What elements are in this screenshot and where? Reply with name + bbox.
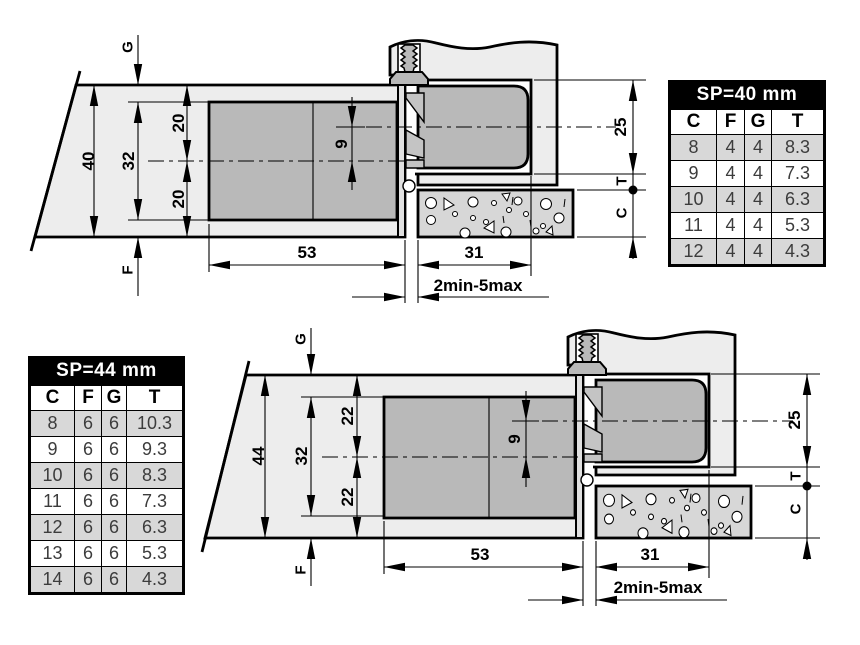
table-cell: 6	[102, 463, 127, 489]
col-header-f: F	[717, 110, 745, 135]
dim-strike-opening: 25	[784, 410, 804, 430]
table-cell: 6	[75, 463, 102, 489]
table-cell: 6	[75, 437, 102, 463]
dim-g: G	[119, 41, 137, 53]
dim-body-height: 32	[118, 151, 138, 171]
table-cell: 4.3	[127, 567, 183, 593]
table-cell: 5.3	[772, 213, 824, 239]
dim-half-bottom: 22	[337, 487, 357, 507]
frame-section	[568, 330, 751, 538]
dim-f: F	[119, 265, 137, 275]
sp44-table	[30, 385, 183, 593]
table-header-row	[671, 110, 824, 135]
table-cell: 7.3	[772, 161, 824, 187]
sp40-table	[670, 109, 824, 265]
t-reference-dot	[803, 482, 812, 491]
dim-body-length: 53	[297, 243, 317, 262]
table-cell: 12	[671, 239, 717, 265]
table-cell: 11	[671, 213, 717, 239]
dim-strike-width: 31	[640, 545, 660, 564]
table-cell: 6.3	[127, 515, 183, 541]
table-cell: 7.3	[127, 489, 183, 515]
table-row	[671, 187, 824, 213]
col-header-g: G	[745, 110, 772, 135]
table-cell: 8.3	[772, 135, 824, 161]
table-cell: 5.3	[127, 541, 183, 567]
table-row	[31, 437, 183, 463]
dimension-table-sp40	[668, 80, 826, 267]
table-cell: 6	[75, 515, 102, 541]
table-cell: 4	[717, 135, 745, 161]
table-row	[31, 489, 183, 515]
table-cell: 4	[745, 239, 772, 265]
dim-t: T	[613, 176, 631, 186]
dim-overall-height: 44	[248, 446, 268, 466]
table-row	[671, 213, 824, 239]
table-cell: 6	[102, 515, 127, 541]
diagram-bottom	[202, 328, 820, 606]
table-cell: 8	[671, 135, 717, 161]
table-cell: 11	[31, 489, 75, 515]
table-row	[31, 541, 183, 567]
table-title: SP=44 mm	[30, 358, 183, 385]
table-cell: 4	[745, 135, 772, 161]
table-cell: 4	[717, 239, 745, 265]
dim-strike-opening: 25	[610, 117, 630, 137]
dim-c: C	[613, 207, 631, 219]
t-reference-dot	[629, 186, 638, 195]
table-row	[671, 161, 824, 187]
table-row	[31, 411, 183, 437]
table-cell: 4	[745, 161, 772, 187]
dim-gap-range: 2min-5max	[433, 276, 523, 295]
table-cell: 10	[31, 463, 75, 489]
dim-half-bottom: 20	[168, 189, 188, 209]
diagram-top	[31, 35, 646, 303]
table-cell: 6	[102, 489, 127, 515]
dim-half-top: 22	[337, 406, 357, 426]
col-header-t: T	[127, 386, 183, 411]
table-cell: 4	[745, 187, 772, 213]
col-header-g: G	[102, 386, 127, 411]
table-cell: 9.3	[127, 437, 183, 463]
dim-body-length: 53	[470, 545, 490, 564]
dim-overall-height: 40	[78, 151, 98, 171]
col-header-t: T	[772, 110, 824, 135]
table-cell: 8.3	[127, 463, 183, 489]
table-cell: 6	[75, 489, 102, 515]
table-cell: 6	[75, 411, 102, 437]
table-cell: 9	[671, 161, 717, 187]
dim-latch-offset: 9	[504, 434, 524, 444]
table-cell: 6	[102, 411, 127, 437]
table-cell: 4	[745, 213, 772, 239]
table-cell: 13	[31, 541, 75, 567]
table-cell: 4	[717, 161, 745, 187]
dim-c: C	[787, 503, 805, 515]
table-cell: 14	[31, 567, 75, 593]
col-header-f: F	[75, 386, 102, 411]
col-header-c: C	[671, 110, 717, 135]
table-row	[671, 135, 824, 161]
table-row	[671, 239, 824, 265]
table-cell: 9	[31, 437, 75, 463]
table-cell: 6	[75, 541, 102, 567]
table-cell: 6	[75, 567, 102, 593]
table-cell: 6	[102, 437, 127, 463]
table-cell: 8	[31, 411, 75, 437]
table-cell: 12	[31, 515, 75, 541]
dimension-table-sp44	[28, 356, 185, 595]
dim-latch-offset: 9	[331, 139, 351, 149]
dim-f: F	[292, 565, 310, 575]
dim-g: G	[292, 333, 310, 345]
table-title: SP=40 mm	[670, 82, 824, 109]
table-row	[31, 515, 183, 541]
dim-body-height: 32	[291, 446, 311, 466]
dim-strike-width: 31	[464, 243, 484, 262]
table-cell: 4	[717, 213, 745, 239]
dim-half-top: 20	[168, 113, 188, 133]
table-cell: 4.3	[772, 239, 824, 265]
table-cell: 6.3	[772, 187, 824, 213]
table-cell: 10	[671, 187, 717, 213]
table-cell: 6	[102, 567, 127, 593]
table-header-row	[31, 386, 183, 411]
table-cell: 6	[102, 541, 127, 567]
frame-section	[390, 40, 573, 238]
table-row	[31, 463, 183, 489]
table-cell: 4	[717, 187, 745, 213]
col-header-c: C	[31, 386, 75, 411]
table-row	[31, 567, 183, 593]
dim-t: T	[787, 471, 805, 481]
dim-gap-range: 2min-5max	[613, 578, 703, 597]
table-cell: 10.3	[127, 411, 183, 437]
